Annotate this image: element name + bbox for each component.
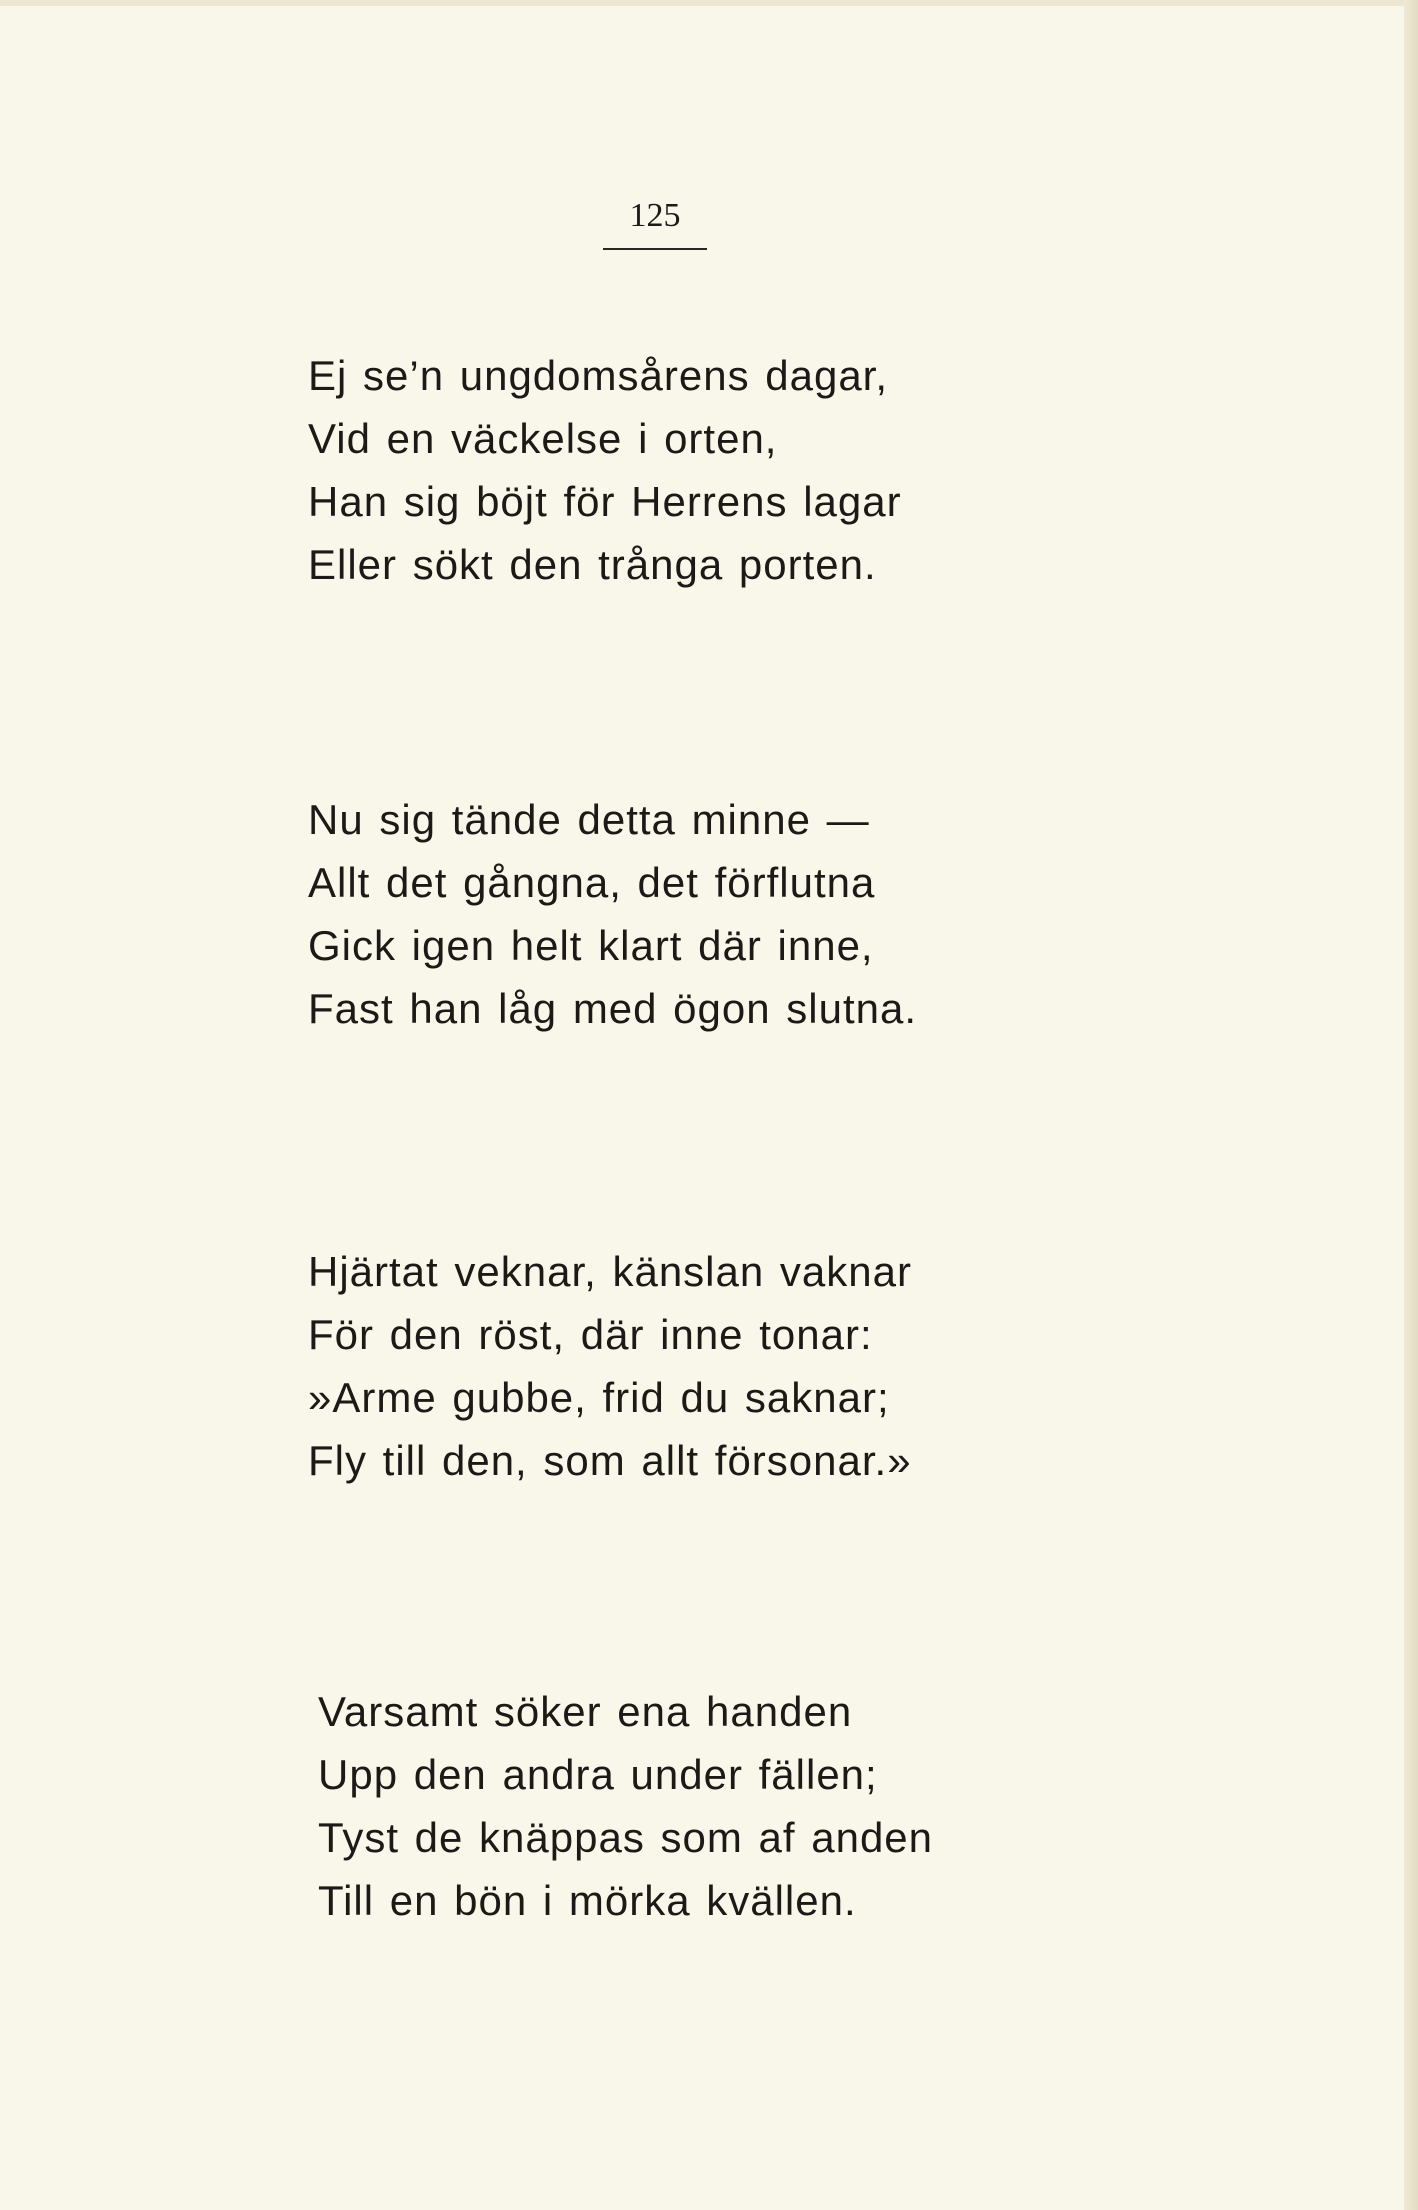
verse-line: Ej se’n ungdomsårens dagar, — [308, 352, 889, 399]
verse-line: Hjärtat veknar, känslan vaknar — [308, 1248, 912, 1295]
verse-line: För den röst, där inne tonar: — [308, 1311, 873, 1358]
verse-line: Allt det gångna, det förflutna — [308, 859, 876, 906]
verse-line: Vid en väckelse i orten, — [308, 415, 778, 462]
page-number: 125 — [629, 197, 681, 234]
page-number-underline — [603, 248, 707, 250]
page-right-edge — [1404, 0, 1418, 2210]
verse-line: Nu sig tände detta minne — — [308, 796, 870, 843]
stanza-4 — [318, 1680, 1078, 1932]
stanza-1 — [308, 344, 1068, 596]
verse-line: »Arme gubbe, frid du saknar; — [308, 1374, 890, 1421]
verse-line: Eller sökt den trånga porten. — [308, 541, 877, 588]
page-top-edge — [0, 0, 1418, 6]
verse-line: Fly till den, som allt försonar.» — [308, 1437, 912, 1484]
verse-line: Fast han låg med ögon slutna. — [308, 985, 918, 1032]
stanza-3 — [308, 1240, 1068, 1492]
verse-line: Varsamt söker ena handen — [318, 1688, 853, 1735]
verse-line: Tyst de knäppas som af anden — [318, 1814, 934, 1861]
verse-line: Gick igen helt klart där inne, — [308, 922, 874, 969]
verse-line: Till en bön i mörka kvällen. — [318, 1877, 857, 1924]
verse-line: Han sig böjt för Herrens lagar — [308, 478, 902, 525]
verse-line: Upp den andra under fällen; — [318, 1751, 878, 1798]
stanza-2 — [308, 788, 1068, 1040]
